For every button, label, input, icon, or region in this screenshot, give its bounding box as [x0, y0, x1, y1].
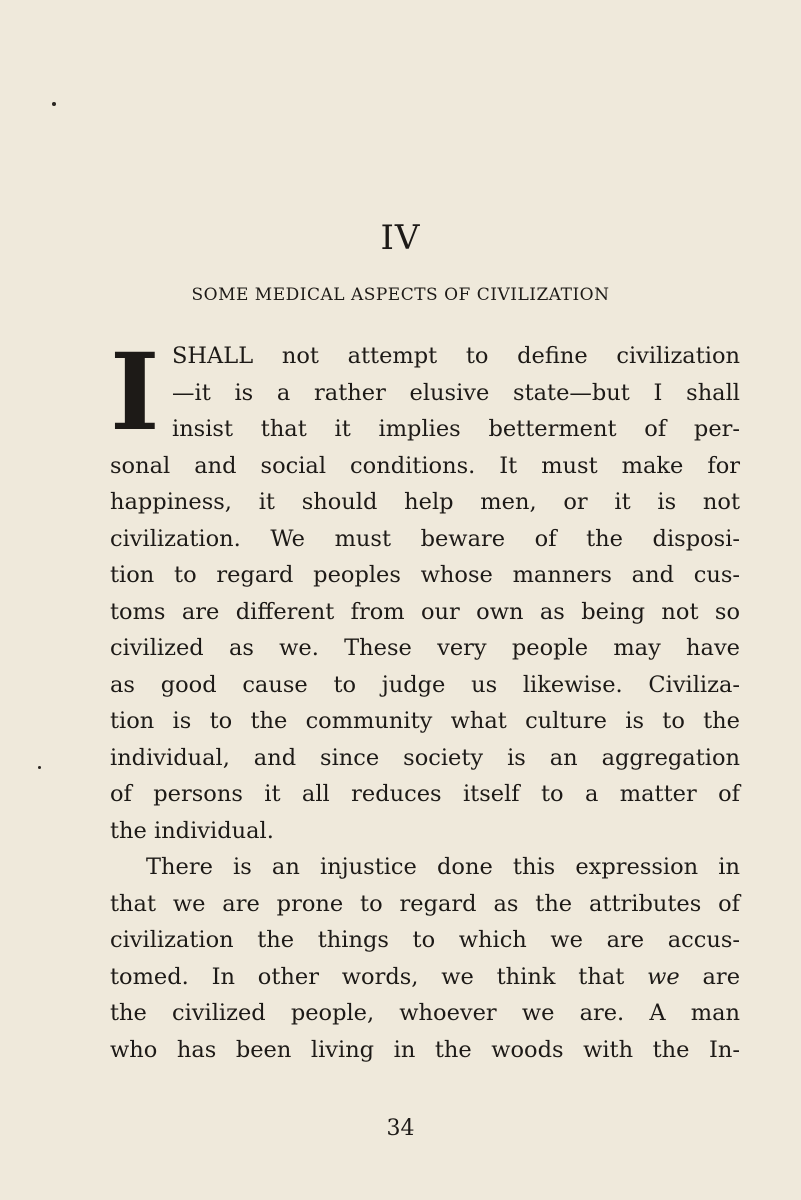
text-line: that we are prone to regard as the attributes of	[110, 890, 740, 917]
text-line: sonal and social conditions. It must make for	[110, 452, 740, 479]
text-line: tion is to the community what culture is to the	[110, 708, 740, 734]
chapter-number: IV	[380, 218, 421, 258]
margin-speck	[38, 766, 41, 769]
text-line: civilization. We must beware of the disposi-	[110, 525, 740, 552]
text-line: civilized as we. These very people may have	[110, 635, 740, 661]
text-line: insist that it implies betterment of per-	[172, 416, 740, 442]
text-line: of persons it all reduces itself to a matter of	[110, 781, 740, 807]
text-segment: are	[679, 963, 741, 990]
text-line: —it is a rather elusive state—but I shall	[172, 379, 740, 406]
text-line: civilization the things to which we are accus-	[110, 927, 740, 953]
text-line: as good cause to judge us likewise. Civiliza-	[110, 671, 740, 698]
page-number: 34	[386, 1116, 415, 1141]
text-line: who has been living in the woods with the In-	[110, 1036, 740, 1063]
text-line: SHALL not attempt to define civilization	[172, 343, 740, 369]
text-line-with-emphasis	[110, 959, 740, 996]
drop-cap: I	[110, 329, 160, 454]
margin-speck	[52, 102, 56, 106]
emphasized-word: we	[647, 963, 680, 990]
text-line: the individual.	[110, 817, 274, 844]
text-line: toms are different from our own as being not so	[110, 598, 740, 625]
text-segment: tomed. In other words, we think that	[110, 963, 648, 990]
body-text	[110, 329, 741, 1068]
text-line: individual, and since society is an aggregation	[110, 744, 740, 771]
text-line: There is an injustice done this expression in	[146, 854, 740, 880]
text-line: happiness, it should help men, or it is not	[110, 489, 740, 515]
chapter-title: SOME MEDICAL ASPECTS OF CIVILIZATION	[191, 285, 610, 305]
text-line: the civilized people, whoever we are. A man	[110, 1000, 740, 1026]
text-line: tion to regard peoples whose manners and cus-	[110, 562, 740, 588]
